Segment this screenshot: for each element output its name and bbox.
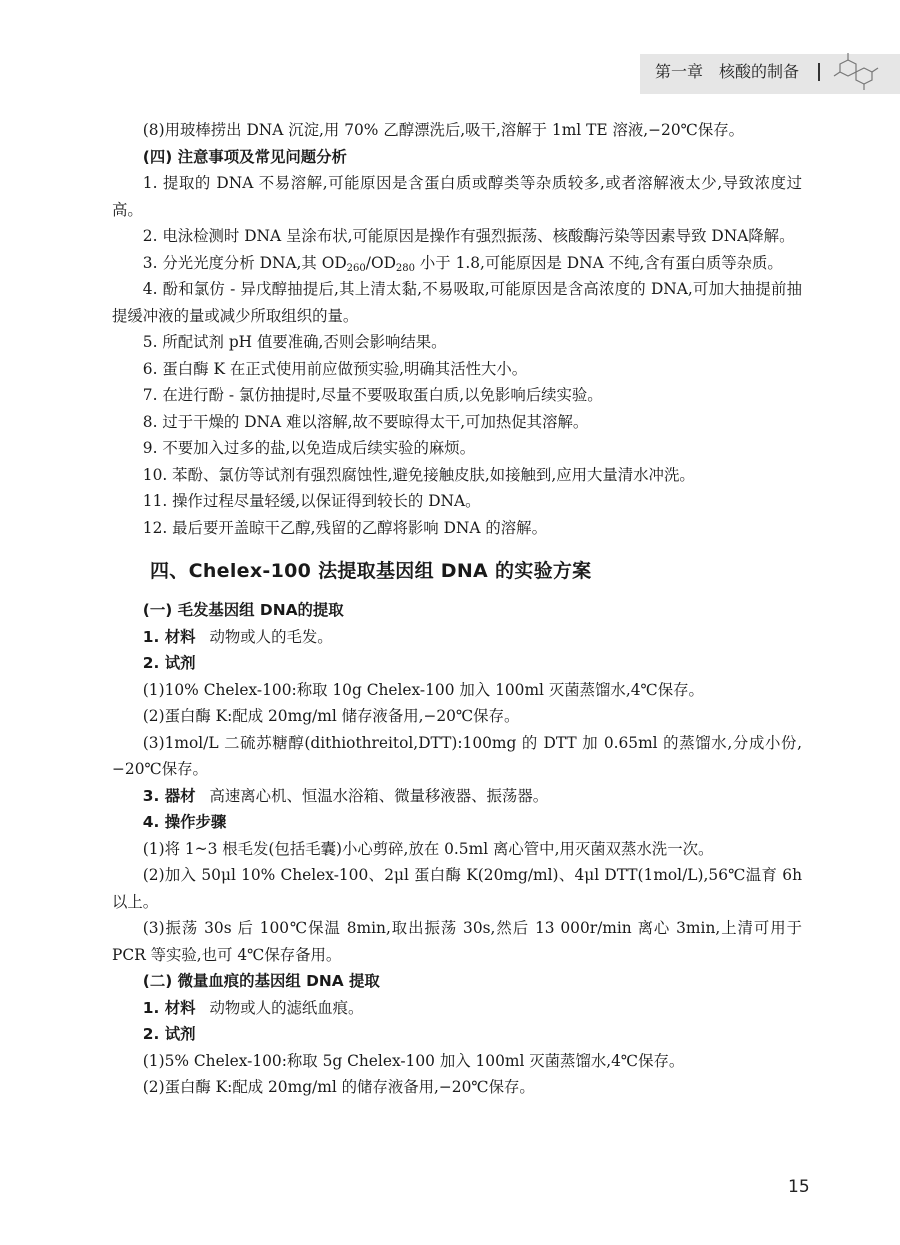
note-10: 10. 苯酚、氯仿等试剂有强烈腐蚀性,避免接触皮肤,如接触到,应用大量清水冲洗。 [142,465,695,484]
note-9: 9. 不要加入过多的盐,以免造成后续实验的麻烦。 [142,439,476,457]
hair-reagent-2: (2)蛋白酶 K:配成 20mg/ml 储存液备用,−20℃保存。 [142,707,520,725]
materials-text: 动物或人的毛发。 [209,627,333,646]
molecule-logo-icon [830,50,880,92]
equipment-text: 高速离心机、恒温水浴箱、微量移液器、振荡器。 [209,786,549,805]
header-separator [818,63,820,81]
blood-materials [112,995,802,1022]
equipment-label: 3. 器材 [142,786,196,805]
note-3-part-b: /OD [365,253,396,272]
hair-steps-label: 4. 操作步骤 [142,813,227,831]
blood-dna-heading: (二) 微量血痕的基因组 DNA 提取 [142,972,380,990]
hair-step-2: (2)加入 50μl 10% Chelex-100、2μl 蛋白酶 K(20mg/ml)、4μl DTT(1mol/L),56℃温育 6h 以上。 [112,866,802,911]
hair-reagent-1: (1)10% Chelex-100:称取 10g Chelex-100 加入 100ml 灭菌蒸馏水,4℃保存。 [142,680,704,699]
note-6: 6. 蛋白酶 K 在正式使用前应做预实验,明确其活性大小。 [142,359,528,378]
blood-reagent-1: (1)5% Chelex-100:称取 5g Chelex-100 加入 100ml 灭菌蒸馏水,4℃保存。 [142,1051,685,1070]
blood-reagents-label: 2. 试剂 [142,1025,196,1043]
page-number: 15 [788,1177,810,1197]
section-four-heading: 四、Chelex-100 法提取基因组 DNA 的实验方案 [150,560,592,582]
hair-reagents-label: 2. 试剂 [142,654,196,672]
note-12: 12. 最后要开盖晾干乙醇,残留的乙醇将影响 DNA 的溶解。 [142,518,547,537]
note-1: 1. 提取的 DNA 不易溶解,可能原因是含蛋白质或醇类等杂质较多,或者溶解液太少,导致浓度过高。 [112,174,802,219]
note-8: 8. 过于干燥的 DNA 难以溶解,故不要晾得太干,可加热促其溶解。 [142,412,589,431]
hair-step-1: (1)将 1~3 根毛发(包括毛囊)小心剪碎,放在 0.5ml 离心管中,用灭菌双蒸水洗一次。 [142,839,714,858]
note-3-part-c: 小于 1.8,可能原因是 DNA 不纯,含有蛋白质等杂质。 [415,253,783,272]
hair-equipment [112,783,802,810]
materials-text: 动物或人的滤纸血痕。 [209,998,364,1017]
chapter-title: 第一章 核酸的制备 [655,62,800,81]
note-4: 4. 酚和氯仿 - 异戊醇抽提后,其上清太黏,不易吸取,可能原因是含高浓度的 DNA,可加大抽提前抽提缓冲液的量或减少所取组织的量。 [112,280,802,325]
hair-dna-heading: (一) 毛发基因组 DNA的提取 [142,601,344,619]
note-11: 11. 操作过程尽量轻缓,以保证得到较长的 DNA。 [142,492,481,510]
materials-label: 1. 材料 [142,998,196,1017]
step-8-text: (8)用玻棒捞出 DNA 沉淀,用 70% 乙醇漂洗后,吸干,溶解于 1ml TE 溶液,−20℃保存。 [142,121,745,139]
od-280-subscript: 280 [395,262,416,274]
note-7: 7. 在进行酚 - 氯仿抽提时,尽量不要吸取蛋白质,以免影响后续实验。 [142,386,603,404]
precautions-heading: (四) 注意事项及常见问题分析 [142,147,347,166]
materials-label: 1. 材料 [142,627,196,646]
note-3-part-a: 3. 分光光度分析 DNA,其 OD [142,253,347,272]
hair-materials [112,624,802,651]
blood-reagent-2: (2)蛋白酶 K:配成 20mg/ml 的储存液备用,−20℃保存。 [142,1078,535,1096]
note-2: 2. 电泳检测时 DNA 呈涂布状,可能原因是操作有强烈振荡、核酸酶污染等因素导致 DNA降解。 [142,227,795,245]
page-content [112,117,802,1101]
note-5: 5. 所配试剂 pH 值要准确,否则会影响结果。 [142,333,447,351]
od-260-subscript: 260 [346,262,366,274]
hair-step-3: (3)振荡 30s 后 100℃保温 8min,取出振荡 30s,然后 13 000r/min 离心 3min,上清可用于 PCR 等实验,也可 4℃保存备用。 [112,919,802,964]
hair-reagent-3: (3)1mol/L 二硫苏糖醇(dithiothreitol,DTT):100mg 的 DTT 加 0.65ml 的蒸馏水,分成小份,−20℃保存。 [112,733,802,778]
note-3 [112,250,802,277]
